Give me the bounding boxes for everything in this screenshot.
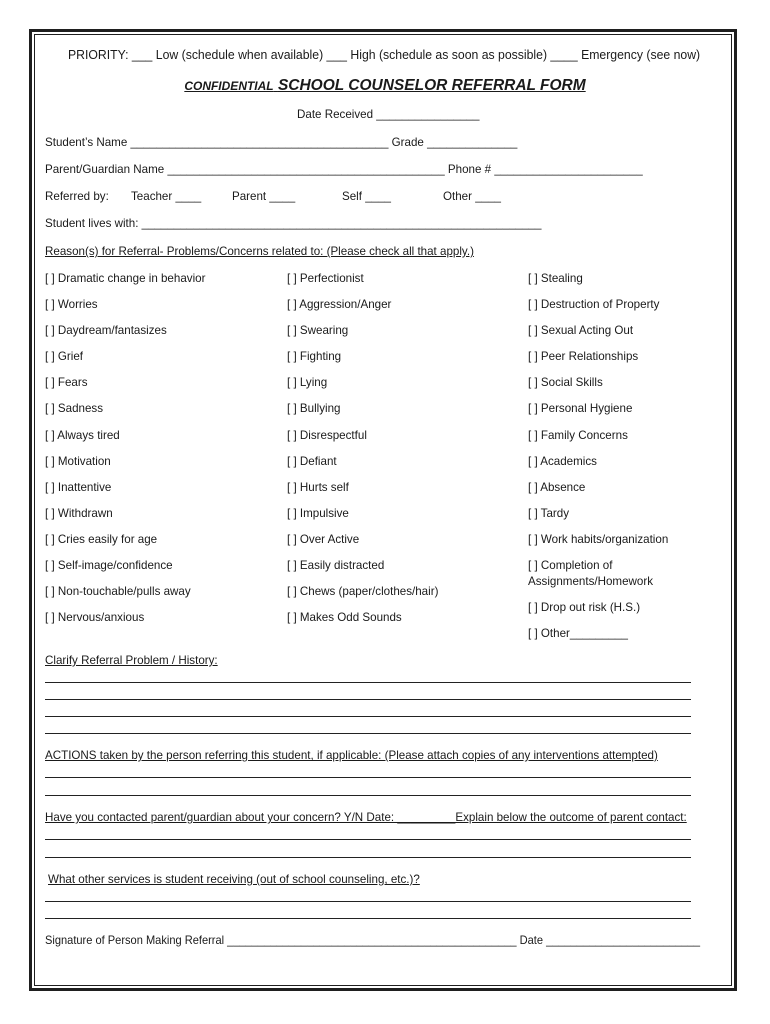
checkbox-item[interactable]: [ ] Social Skills (528, 376, 603, 389)
confidential-label: CONFIDENTIAL (184, 79, 274, 93)
referred-by-label: Referred by: (45, 190, 109, 203)
writing-line[interactable] (45, 857, 691, 858)
checkbox-item[interactable]: [ ] Non-touchable/pulls away (45, 585, 191, 598)
checkbox-item[interactable]: [ ] Chews (paper/clothes/hair) (287, 585, 439, 598)
checkbox-item[interactable]: [ ] Perfectionist (287, 272, 364, 285)
checkbox-item[interactable]: [ ] Lying (287, 376, 328, 389)
signature-date-field[interactable]: Signature of Person Making Referral _______________________________________________ Date _________________________ (45, 934, 701, 947)
checkbox-item[interactable]: [ ] Work habits/organization (528, 533, 669, 546)
writing-line[interactable] (45, 699, 691, 700)
writing-line[interactable] (45, 795, 691, 796)
referred-by-parent[interactable]: Parent ____ (232, 190, 296, 203)
checkbox-item[interactable]: [ ] Over Active (287, 533, 360, 546)
writing-line[interactable] (45, 716, 691, 717)
checkbox-item[interactable]: [ ] Destruction of Property (528, 298, 660, 311)
checkbox-item[interactable]: [ ] Completion of (528, 559, 613, 572)
checkbox-item[interactable]: [ ] Absence (528, 481, 586, 494)
checkbox-item[interactable]: [ ] Stealing (528, 272, 583, 285)
checkbox-item[interactable]: [ ] Peer Relationships (528, 350, 639, 363)
checkbox-item[interactable]: [ ] Sexual Acting Out (528, 324, 634, 337)
reasons-heading: Reason(s) for Referral- Problems/Concerns related to: (Please check all that apply.) (45, 245, 474, 258)
lives-with-field[interactable]: Student lives with: ______________________________________________________________ (45, 217, 542, 230)
checkbox-item[interactable]: [ ] Defiant (287, 455, 337, 468)
checkbox-item[interactable]: [ ] Grief (45, 350, 84, 363)
actions-heading: ACTIONS taken by the person referring this student, if applicable: (Please attach copies of any interventions attempted) (45, 749, 658, 762)
checkbox-item[interactable]: [ ] Drop out risk (H.S.) (528, 601, 641, 614)
checkbox-item[interactable]: [ ] Cries easily for age (45, 533, 158, 546)
checkbox-item[interactable]: [ ] Withdrawn (45, 507, 113, 520)
referred-by-other[interactable]: Other ____ (443, 190, 502, 203)
checkbox-item[interactable]: [ ] Dramatic change in behavior (45, 272, 206, 285)
checkbox-item[interactable]: [ ] Nervous/anxious (45, 611, 145, 624)
writing-line[interactable] (45, 777, 691, 778)
form-title-main: SCHOOL COUNSELOR REFERRAL FORM (277, 77, 586, 94)
writing-line[interactable] (45, 839, 691, 840)
checkbox-item[interactable]: [ ] Worries (45, 298, 98, 311)
checkbox-item[interactable]: [ ] Tardy (528, 507, 570, 520)
checkbox-item[interactable]: [ ] Aggression/Anger (287, 298, 392, 311)
checkbox-item[interactable]: [ ] Disrespectful (287, 429, 367, 442)
checkbox-item[interactable]: [ ] Bullying (287, 402, 341, 415)
checkbox-item[interactable]: [ ] Easily distracted (287, 559, 385, 572)
checkbox-item[interactable]: [ ] Family Concerns (528, 429, 628, 442)
clarify-heading: Clarify Referral Problem / History: (45, 654, 218, 667)
form-title (0, 77, 770, 95)
writing-line[interactable] (45, 733, 691, 734)
student-name-grade-field[interactable]: Student’s Name ________________________________________ Grade ______________ (45, 136, 518, 149)
checkbox-item[interactable]: [ ] Academics (528, 455, 597, 468)
writing-line[interactable] (45, 901, 691, 902)
checkbox-item[interactable]: [ ] Swearing (287, 324, 349, 337)
checkbox-item[interactable]: [ ] Makes Odd Sounds (287, 611, 402, 624)
checkbox-item[interactable]: [ ] Fears (45, 376, 88, 389)
date-received-field[interactable]: Date Received ________________ (297, 108, 480, 121)
contact-heading[interactable]: Have you contacted parent/guardian about your concern? Y/N Date: _________Explain below the outcome of parent contact: (45, 811, 687, 824)
checkbox-item[interactable]: [ ] Fighting (287, 350, 342, 363)
checkbox-item[interactable]: [ ] Impulsive (287, 507, 349, 520)
checkbox-item-continuation: Assignments/Homework (528, 575, 653, 588)
checkbox-item[interactable]: [ ] Personal Hygiene (528, 402, 633, 415)
referred-by-self[interactable]: Self ____ (342, 190, 391, 203)
checkbox-item[interactable]: [ ] Motivation (45, 455, 111, 468)
priority-line[interactable]: PRIORITY: ___ Low (schedule when available) ___ High (schedule as soon as possible) ____ Emergency (see now) (68, 48, 701, 62)
parent-phone-field[interactable]: Parent/Guardian Name ___________________________________________ Phone # _______________________ (45, 163, 643, 176)
writing-line[interactable] (45, 918, 691, 919)
services-heading: What other services is student receiving (out of school counseling, etc.)? (48, 873, 420, 886)
checkbox-item[interactable]: [ ] Always tired (45, 429, 120, 442)
checkbox-item[interactable]: [ ] Inattentive (45, 481, 112, 494)
checkbox-item[interactable]: [ ] Daydream/fantasizes (45, 324, 167, 337)
checkbox-item[interactable]: [ ] Hurts self (287, 481, 349, 494)
referred-by-teacher[interactable]: Teacher ____ (131, 190, 202, 203)
writing-line[interactable] (45, 682, 691, 683)
checkbox-item[interactable]: [ ] Self-image/confidence (45, 559, 173, 572)
checkbox-item[interactable]: [ ] Sadness (45, 402, 104, 415)
checkbox-item[interactable]: [ ] Other_________ (528, 627, 628, 640)
